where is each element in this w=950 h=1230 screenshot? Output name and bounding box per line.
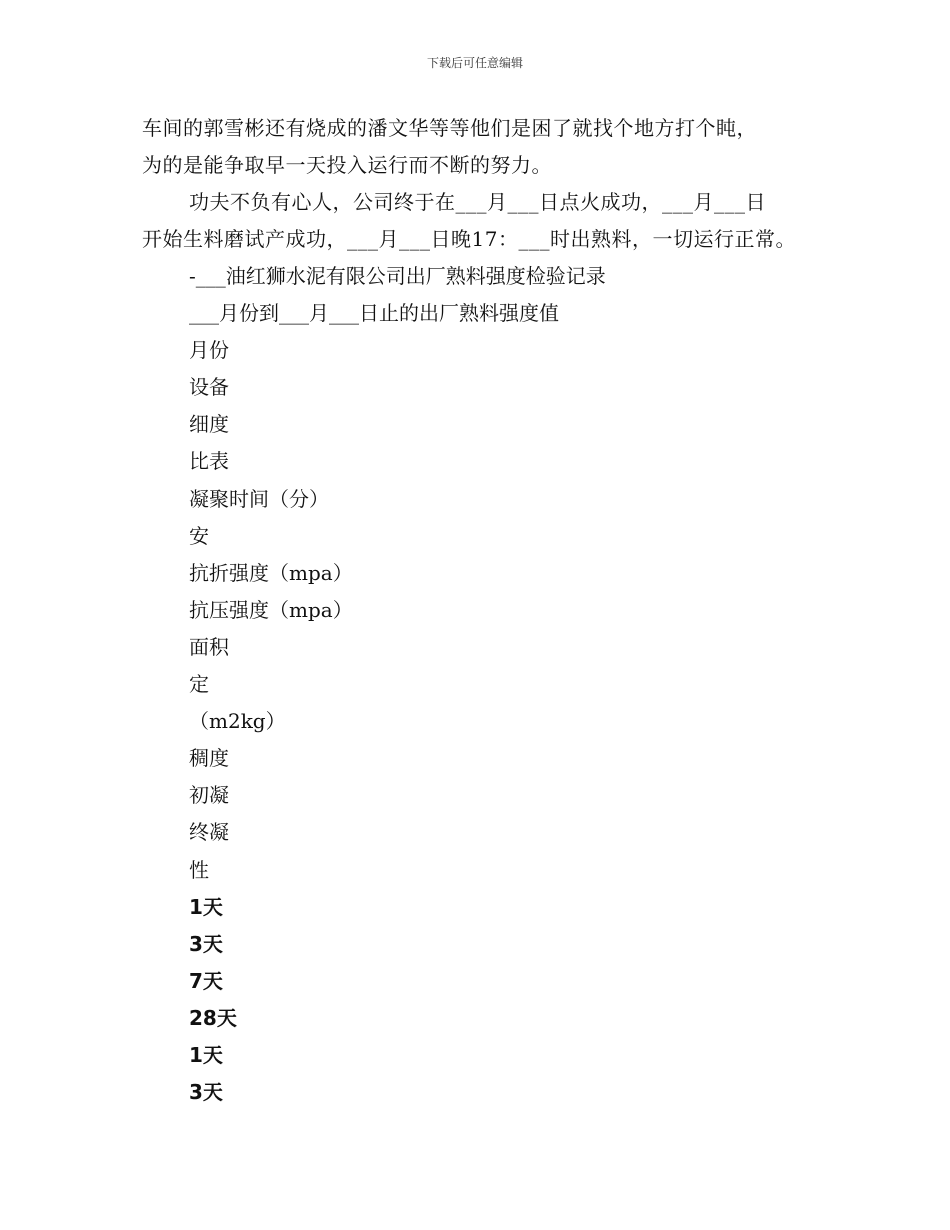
list-item: 定 (189, 672, 209, 697)
paragraph-2-line-2: 开始生料磨试产成功，___月___日晚17：___时出熟料，一切运行正常。 (142, 227, 796, 251)
list-item: 细度 (189, 412, 229, 437)
record-subtitle: ___月份到___月___日止的出厂熟料强度值 (189, 301, 559, 326)
day-item: 28天 (189, 1005, 237, 1030)
page-header: 下载后可任意编辑 (426, 56, 523, 70)
day-item: 1天 (189, 1042, 223, 1067)
list-item: （m2kg） (189, 709, 286, 734)
record-item-list (189, 258, 606, 1111)
paragraph-2 (142, 184, 796, 258)
list-item: 月份 (189, 338, 229, 363)
day-item: 3天 (189, 1080, 223, 1105)
day-item: 3天 (189, 931, 223, 956)
record-title: -___油红狮水泥有限公司出厂熟料强度检验记录 (189, 264, 606, 288)
list-item: 抗压强度（mpa） (189, 597, 353, 622)
list-item: 性 (189, 857, 209, 882)
list-item: 稠度 (189, 746, 229, 771)
paragraph-2-line-1: 功夫不负有心人，公司终于在___月___日点火成功，___月___日 (189, 190, 766, 214)
list-item: 安 (189, 523, 209, 548)
list-item: 设备 (189, 375, 229, 400)
list-item: 终凝 (189, 820, 229, 845)
paragraph-1-line-1: 车间的郭雪彬还有烧成的潘文华等等他们是困了就找个地方打个盹， (142, 116, 757, 140)
list-item: 抗折强度（mpa） (189, 560, 353, 585)
list-item: 初凝 (189, 783, 229, 808)
list-item: 凝聚时间（分） (189, 486, 329, 511)
list-item: 面积 (189, 634, 229, 659)
list-item: 比表 (189, 449, 229, 474)
paragraph-1 (142, 110, 757, 184)
paragraph-1-line-2: 为的是能争取早一天投入运行而不断的努力。 (142, 153, 552, 177)
day-item: 7天 (189, 968, 223, 993)
day-item: 1天 (189, 894, 223, 919)
